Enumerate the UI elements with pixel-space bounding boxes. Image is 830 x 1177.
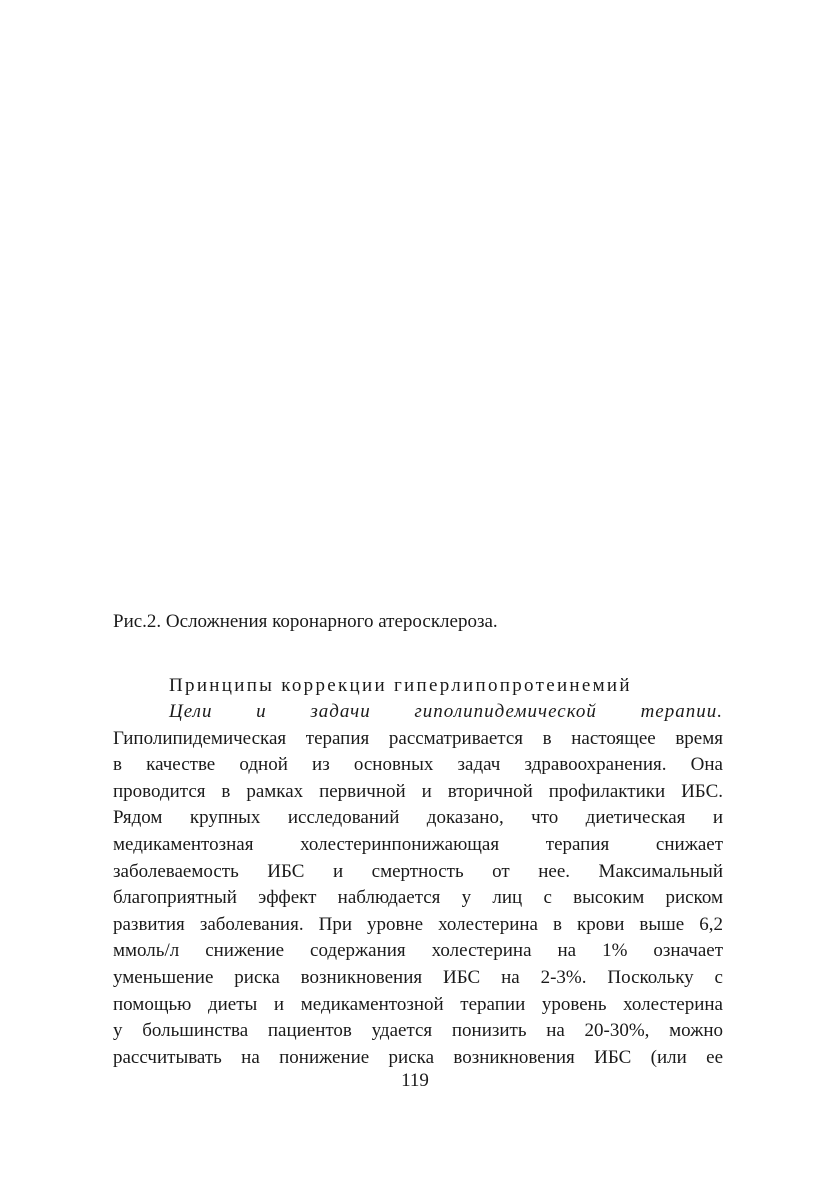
text-line: Рядом крупных исследований доказано, что диетическая и [113,807,723,829]
text-line: медикаментозная холестеринпонижающая терапия снижает [113,833,723,855]
section-heading: Принципы коррекции гиперлипопротеинемий [169,675,632,696]
text-line: в качестве одной из основных задач здравоохранения. Она [113,754,723,776]
text-line: заболеваемость ИБС и смертность от нее. Максимальный [113,860,723,882]
section-subheading: Цели и задачи гиполипидемической терапии. [169,701,723,722]
text-line: развития заболевания. При уровне холестерина в крови выше 6,2 [113,913,723,935]
text-line: помощью диеты и медикаментозной терапии уровень холестерина [113,993,723,1015]
text-line: Гиполипидемическая терапия рассматривается в настоящее время [113,727,723,749]
text-line: благоприятный эффект наблюдается у лиц с высоким риском [113,887,723,909]
figure-caption: Рис.2. Осложнения коронарного атеросклероза. [113,611,498,632]
text-line: у большинства пациентов удается понизить на 20-30%, можно [113,1020,723,1042]
text-line: ммоль/л снижение содержания холестерина на 1% означает [113,940,723,962]
text-line: рассчитывать на понижение риска возникновения ИБС (или ее [113,1046,723,1068]
text-line: уменьшение риска возникновения ИБС на 2-3%. Поскольку с [113,966,723,988]
page-number: 119 [401,1070,429,1091]
body-text [113,699,723,1071]
text-line: проводится в рамках первичной и вторичной профилактики ИБС. [113,780,723,802]
figure-area [113,40,723,600]
